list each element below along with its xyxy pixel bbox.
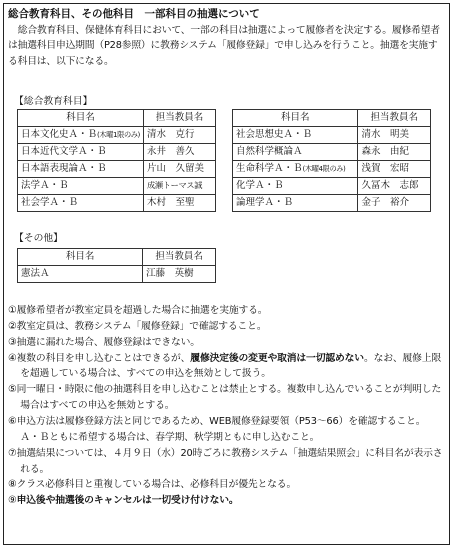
section-label-other: 【その他】 — [14, 233, 63, 244]
subject-name: 憲法Ａ — [21, 268, 50, 280]
subject-note: (木曜1限のみ) — [97, 130, 140, 140]
teacher-name: 片山 久留美 — [146, 163, 204, 175]
note-item — [8, 493, 444, 509]
teacher-name: 永井 善久 — [146, 146, 195, 158]
teacher-name: 江藤 英樹 — [146, 268, 194, 280]
teacher-name: 金子 裕介 — [361, 197, 409, 209]
subject-name: 生命科学Ａ・Ｂ — [236, 163, 303, 175]
table-header-row — [233, 110, 431, 127]
subject-cell — [233, 178, 358, 195]
subject-cell — [18, 266, 143, 283]
note-number: ⑥ — [8, 416, 17, 428]
teacher-name: 清水 克行 — [146, 129, 195, 141]
table-row — [233, 161, 431, 178]
teacher-cell — [143, 195, 215, 212]
teacher-name: 久冨木 志郎 — [361, 180, 419, 192]
document-header — [8, 7, 443, 69]
teacher-name: 森永 由紀 — [361, 146, 409, 158]
table-row — [18, 144, 216, 161]
note-number: ② — [8, 320, 17, 332]
subject-cell — [233, 127, 358, 144]
subject-name: 社会思想史Ａ・Ｂ — [236, 129, 313, 141]
lottery-table-left — [17, 109, 216, 212]
teacher-cell — [143, 178, 215, 195]
teacher-name: 浅賀 宏昭 — [361, 163, 409, 175]
note-item — [8, 382, 444, 414]
subject-name: 日本文化史Ａ・Ｂ — [21, 129, 98, 141]
table-row — [18, 178, 216, 195]
note-item — [8, 351, 444, 383]
note-number: ⑨ — [8, 495, 17, 507]
table-header-row — [18, 249, 216, 266]
note-number: ⑦ — [8, 447, 17, 459]
table-row — [233, 127, 431, 144]
teacher-cell — [143, 127, 215, 144]
subject-name: 日本近代文学Ａ・Ｂ — [21, 146, 107, 158]
table-row — [18, 195, 216, 212]
note-text: 履修希望者が教室定員を超過した場合に抽選を実施する。 — [16, 305, 268, 316]
table-row — [18, 266, 216, 283]
subject-note: (木曜4限のみ) — [302, 164, 346, 174]
note-text: 。なお、履修上限を超過している場合は、すべての申込を無効として扱う。 — [20, 352, 442, 380]
note-item — [8, 303, 444, 319]
note-text: 抽選に漏れた場合、履修登録はできない。 — [16, 336, 200, 348]
column-header-teacher: 担当教員名 — [143, 110, 215, 127]
note-text: クラス必修科目と重複している場合は、必修科目が優先となる。 — [16, 479, 297, 491]
subject-cell — [233, 144, 358, 161]
teacher-cell — [358, 195, 431, 212]
teacher-cell — [143, 161, 215, 178]
note-item — [8, 414, 444, 446]
table-row — [18, 161, 216, 178]
subject-cell — [18, 144, 144, 161]
note-number: ⑧ — [8, 479, 17, 491]
note-item — [8, 335, 444, 351]
table-row — [233, 144, 431, 161]
lottery-table-other — [17, 248, 216, 283]
note-item — [8, 446, 444, 478]
note-item — [8, 319, 444, 335]
note-number: ③ — [8, 336, 17, 348]
note-item — [8, 477, 444, 493]
subject-cell — [233, 161, 358, 178]
teacher-cell — [143, 266, 216, 283]
subject-cell — [18, 195, 144, 212]
subject-cell — [233, 195, 358, 212]
table-header-row — [18, 110, 216, 127]
subject-cell — [18, 161, 144, 178]
teacher-name: 清水 明美 — [361, 129, 409, 141]
lottery-table-right — [232, 109, 431, 212]
teacher-name: 木村 至聖 — [146, 197, 195, 209]
note-number: ⑤ — [8, 384, 17, 396]
column-header-subject: 科目名 — [18, 110, 144, 127]
column-header-subject: 科目名 — [18, 249, 143, 266]
note-text: 同一曜日・時限に他の抽選科目を申し込むことは禁止とする。複数申し込んでいることが判明した場合はすべての申込を無効とする。 — [16, 384, 442, 412]
subject-name: 社会学Ａ・Ｂ — [21, 197, 79, 209]
teacher-cell — [358, 178, 431, 195]
note-text-bold: 履修決定後の変更や取消は一切認めない — [190, 352, 364, 364]
subject-name: 日本語表現論Ａ・Ｂ — [21, 163, 107, 175]
teacher-cell — [143, 144, 215, 161]
subject-name: 自然科学概論Ａ — [236, 146, 303, 158]
note-text: 複数の科目を申し込むことはできるが、 — [16, 352, 191, 364]
note-number: ① — [8, 305, 17, 316]
section-label-general: 【総合教育科目】 — [14, 96, 93, 107]
subject-name: 法学Ａ・Ｂ — [21, 180, 69, 192]
intro-paragraph: 総合教育科目、保健体育科目において、一部の科目は抽選によって履修者を決定する。履修希望者は抽選科目申込期間（P28参照）に教務システム「履修登録」で申し込みを行うこと。抽選を実施する科目は、以下になる。 — [8, 25, 440, 67]
table-row — [233, 195, 431, 212]
note-text: 抽選結果については、４月９日（水）20時ごろに教務システム「抽選結果照会」に科目名が表示される。 — [16, 447, 443, 475]
table-row — [233, 178, 431, 195]
teacher-name: 成瀬トーマス誠 — [146, 180, 203, 191]
note-number: ④ — [8, 352, 17, 364]
table-row — [18, 127, 216, 144]
teacher-cell — [358, 144, 431, 161]
subject-name: 論理学Ａ・Ｂ — [236, 197, 294, 209]
subject-name: 化学Ａ・Ｂ — [236, 180, 284, 192]
teacher-cell — [358, 127, 431, 144]
column-header-teacher: 担当教員名 — [143, 249, 216, 266]
document-title: 総合教育科目、その他科目 一部科目の抽選について — [8, 8, 260, 20]
subject-cell — [18, 127, 144, 144]
note-text-bold: 申込後や抽選後のキャンセルは一切受け付けない。 — [16, 495, 239, 507]
column-header-subject: 科目名 — [233, 110, 358, 127]
teacher-cell — [358, 161, 431, 178]
note-text: 教室定員は、教務システム「履修登録」で確認すること。 — [16, 320, 267, 332]
column-header-teacher: 担当教員名 — [358, 110, 431, 127]
subject-cell — [18, 178, 144, 195]
notes-list — [8, 303, 444, 509]
note-text: 申込方法は履修登録方法と同じであるため、WEB履修登録要領（P53～66）を確認すること。Ａ・Ｂともに希望する場合は、春学期、秋学期ともに申し込むこと。 — [16, 416, 426, 443]
